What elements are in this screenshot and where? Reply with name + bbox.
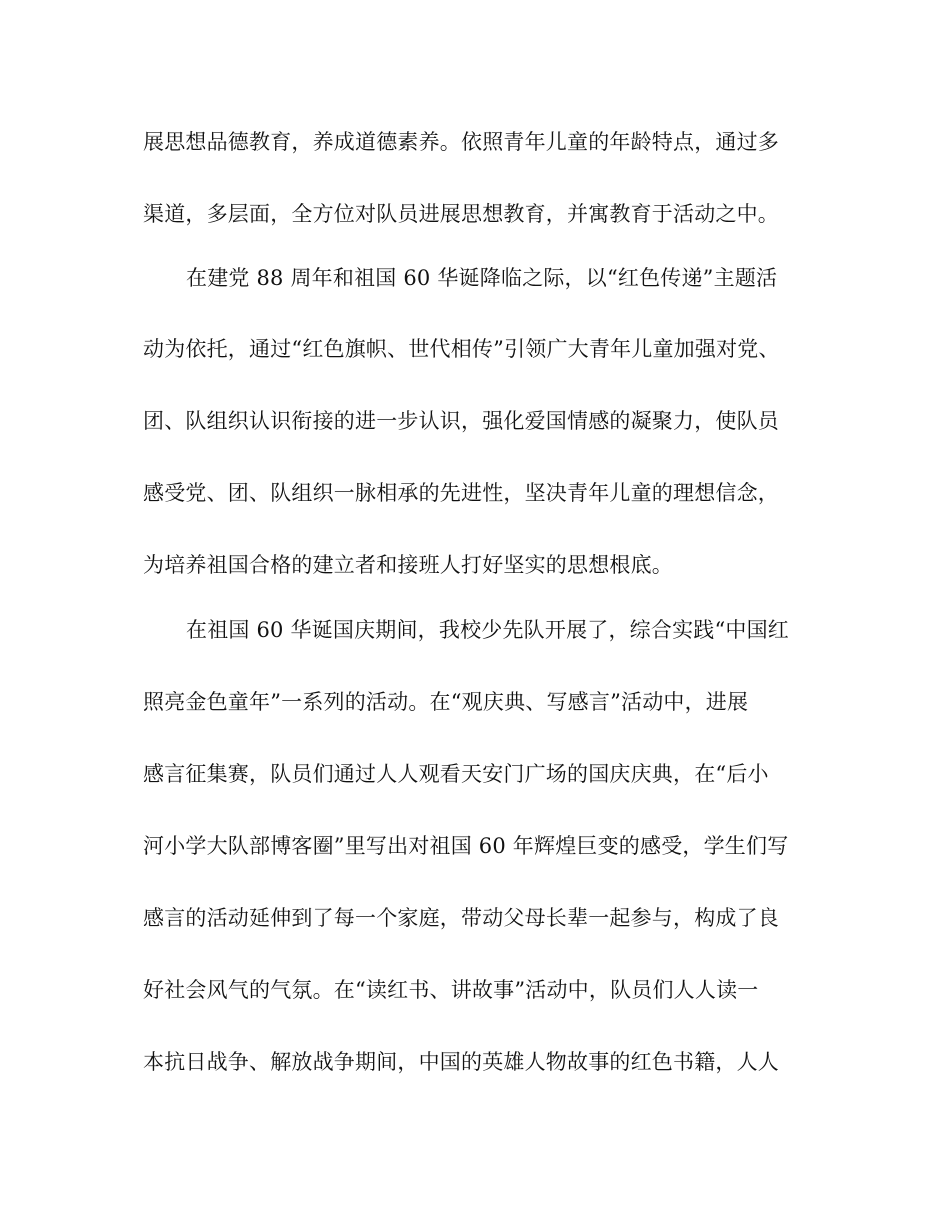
text-line: 感言的活动延伸到了每一个家庭，带动父母长辈一起参与，构成了良 [143,906,779,930]
text-line: 好社会风气的气氛。在“读红书、讲故事”活动中，队员们人人读一 [143,978,759,1002]
text-line: 照亮金色童年”一系列的活动。在“观庆典、写感言”活动中，进展 [143,690,749,714]
text-line: 动为依托，通过“红色旗帜、世代相传”引领广大青年儿童加强对党、 [143,337,780,361]
text-line: 感言征集赛，队员们通过人人观看天安门广场的国庆庆典，在“后小 [143,762,769,786]
text-line: 河小学大队部博客圈”里写出对祖国 60 年辉煌巨变的感受，学生们写 [143,834,789,858]
text-line: 本抗日战争、解放战争期间，中国的英雄人物故事的红色书籍，人人 [143,1050,779,1074]
text-line: 感受党、团、队组织一脉相承的先进性，坚决青年儿童的理想信念， [143,481,779,505]
text-line: 为培养祖国合格的建立者和接班人打好坚实的思想根底。 [143,553,673,577]
text-line: 渠道，多层面，全方位对队员进展思想教育，并寓教育于活动之中。 [143,202,779,226]
text-line: 展思想品德教育，养成道德素养。依照青年儿童的年龄特点，通过多 [143,130,779,154]
paragraph-first-line: 在祖国 60 华诞国庆期间，我校少先队开展了，综合实践“中国红 [186,618,790,642]
text-line: 团、队组织认识衔接的进一步认识，强化爱国情感的凝聚力，使队员 [143,409,779,433]
paragraph-first-line: 在建党 88 周年和祖国 60 华诞降临之际，以“红色传递”主题活 [186,266,778,290]
